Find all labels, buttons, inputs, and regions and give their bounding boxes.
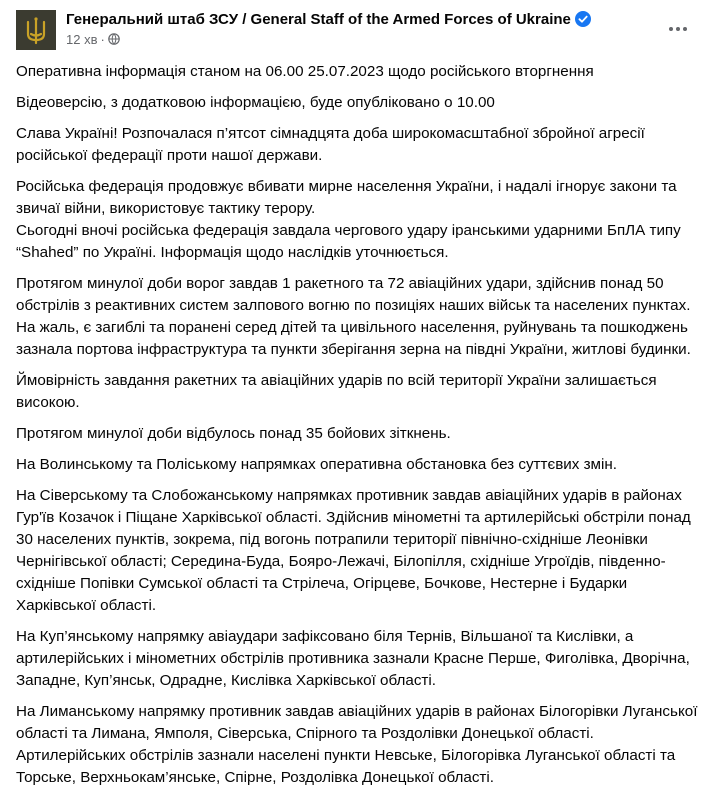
- more-options-button[interactable]: [660, 14, 696, 44]
- meta-separator: ·: [100, 32, 105, 47]
- post-paragraph: Російська федерація продовжує вбивати мирне населення України, і надалі ігнорує закони та звичаї війни, використовує тактику терору. Сьогодні вночі російська федерація завдала чергового удару іранськими ударними БпЛА типу “Shahed” по Україні. Інформація щодо наслідків уточнюється.: [16, 178, 681, 261]
- post-paragraph: Протягом минулої доби ворог завдав 1 ракетного та 72 авіаційних удари, здійснив понад 50 обстрілів з реактивних систем залпового вогню по позиціях наших військ та населених пунктах. На жаль, є загиблі та поранені серед дітей та цивільного населення, руйнувань та пошкоджень зазнала портова інфраструктура та пункти зберігання зерна на півдні України, житлові будинки.: [16, 275, 691, 358]
- post-paragraph: Слава Україні! Розпочалася п’ятсот сімнадцята доба широкомасштабної збройної агресії російської федерації проти нашої держави.: [16, 125, 645, 164]
- post-text: [16, 61, 702, 798]
- more-options-icon: [676, 27, 680, 31]
- more-options-icon: [669, 27, 673, 31]
- post-header: [16, 8, 700, 52]
- post-paragraph: На Куп’янському напрямку авіаудари зафіксовано біля Тернів, Вільшаної та Кислівки, а артилерійських і мінометних обстрілів противника зазнали Красне Перше, Фиголівка, Дворічна, Западне, Куп’янськ, Одрадне, Кислівка Харківської області.: [16, 628, 690, 689]
- verified-badge-icon: [575, 11, 591, 27]
- more-options-icon: [683, 27, 687, 31]
- trident-emblem-icon: [16, 10, 56, 50]
- post-meta: [66, 32, 120, 48]
- post-author[interactable]: [66, 10, 591, 30]
- post-paragraph: Протягом минулої доби відбулось понад 35 бойових зіткнень.: [16, 425, 451, 442]
- post-paragraph: Оперативна інформація станом на 06.00 25.07.2023 щодо російського вторгнення: [16, 63, 594, 80]
- avatar[interactable]: [16, 10, 56, 50]
- author-name[interactable]: Генеральний штаб ЗСУ / General Staff of the Armed Forces of Ukraine: [66, 11, 571, 28]
- post-timestamp[interactable]: 12 хв: [66, 32, 98, 47]
- post-paragraph: На Волинському та Поліському напрямках оперативна обстановка без суттєвих змін.: [16, 456, 617, 473]
- post-paragraph: На Лиманському напрямку противник завдав авіаційних ударів в районах Білогорівки Луганської області та Лимана, Ямполя, Сіверська, Спірного та Роздолівки Донецької області. Артилерійських обстрілів зазнали населені пункти Невське, Білогорівка Луганської області та Торське, Верхньокам’янське, Спірне, Роздолівка Донецької області.: [16, 703, 698, 786]
- globe-icon[interactable]: [108, 33, 120, 45]
- post-paragraph: Відеоверсію, з додатковою інформацією, буде опубліковано о 10.00: [16, 94, 495, 111]
- post-paragraph: Ймовірність завдання ракетних та авіаційних ударів по всій території України залишається високою.: [16, 372, 657, 411]
- post-paragraph: На Сіверському та Слобожанському напрямках противник завдав авіаційних ударів в районах Гур'їв Козачок і Піщане Харківської області. Здійснив мінометні та артилерійські обстріли понад 30 населених пунктів, зокрема, під вогонь потрапили території північно-східніше Леонівки Чернігівської області; Середина-Буда, Бояро-Лежачі, Білопілля, східніше Угроїдів, південно-східніше Попівки Сумської області та Стрілеча, Огірцеве, Бочкове, Нестерне і Бударки Харківської області.: [16, 487, 691, 614]
